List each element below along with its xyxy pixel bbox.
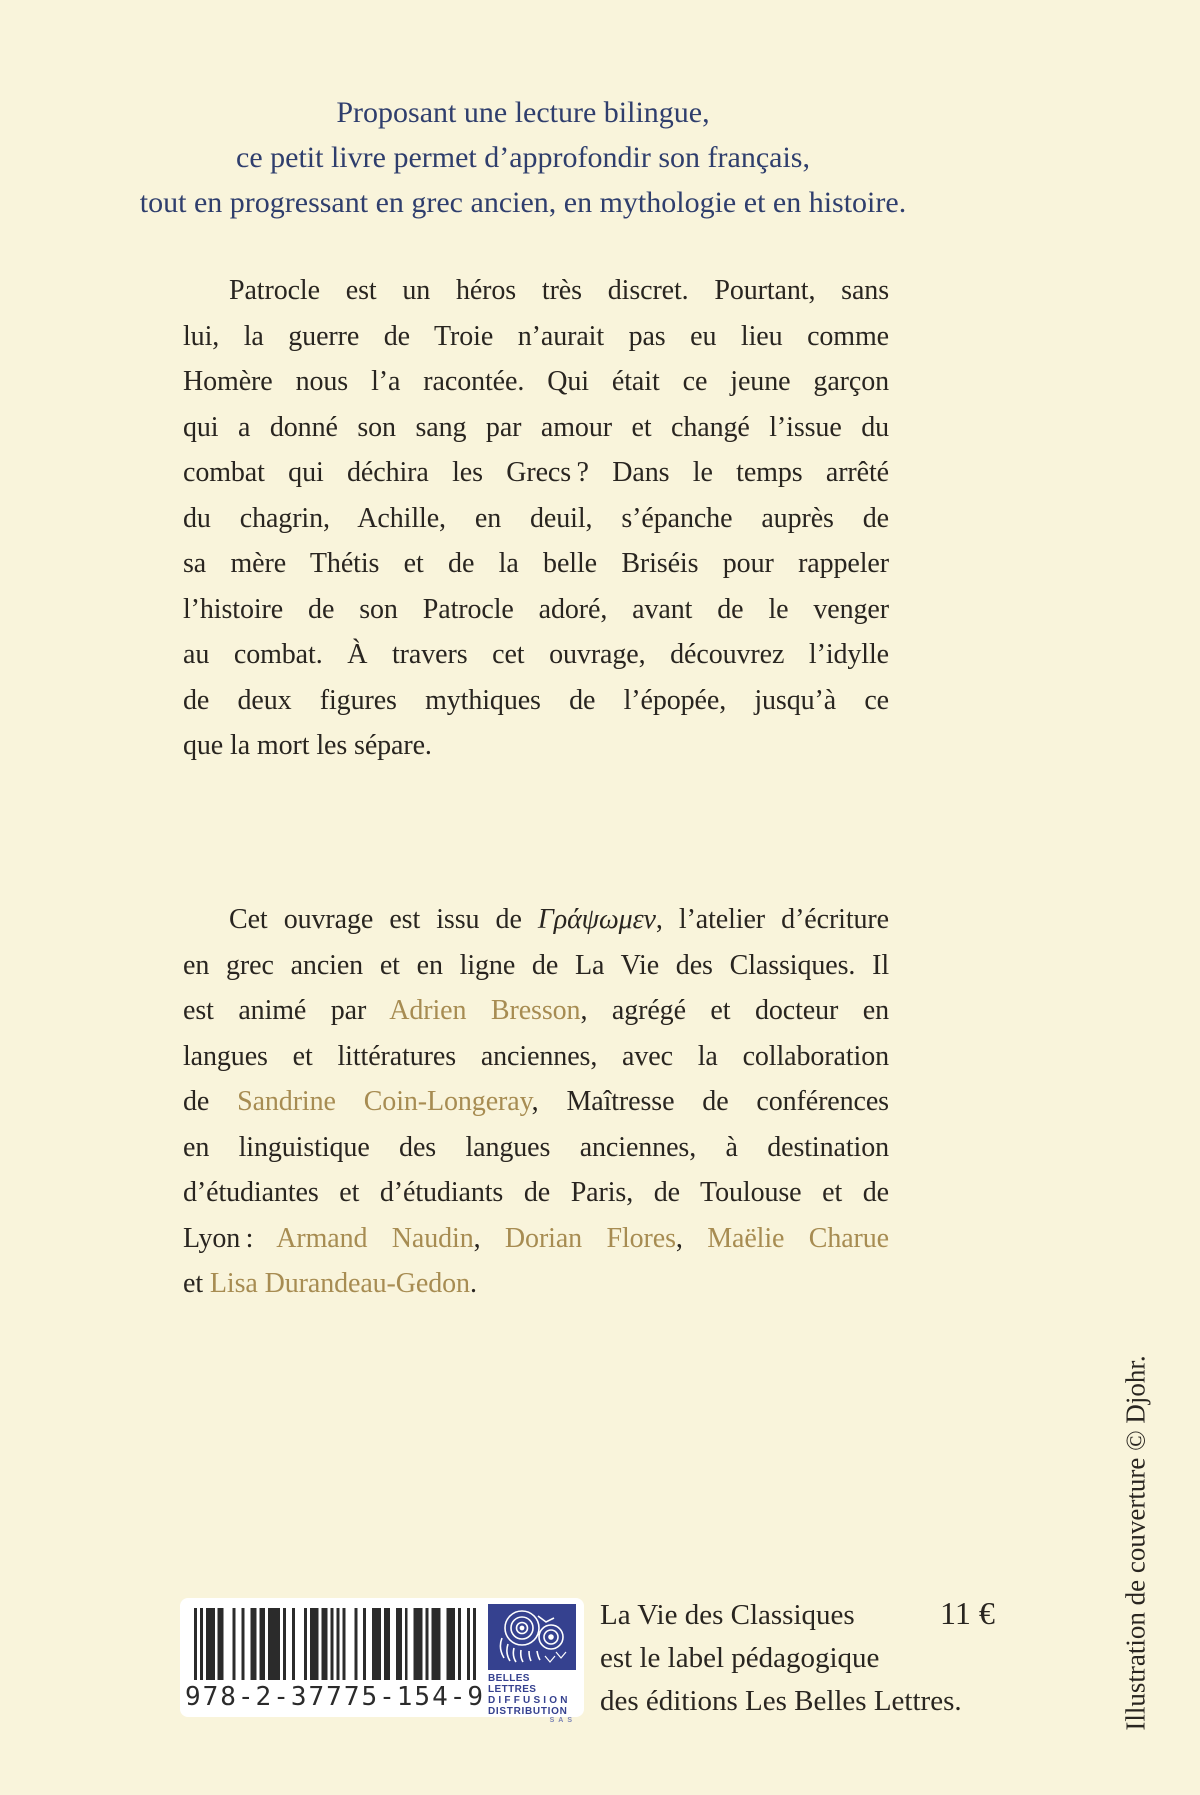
text-line: qui a donné son sang par amour et changé l’issue du [183,411,889,443]
ean13-barcode [194,1608,476,1680]
text-line: La Vie des Classiques [600,1599,855,1631]
text-line: et Lisa Durandeau-Gedon. [183,1268,477,1299]
logo-text-belles-lettres: BELLES LETTRES [488,1673,537,1695]
text-line: Lyon : Armand Naudin, Dorian Flores, Maëlie Charue [183,1222,890,1254]
text-line: l’histoire de son Patrocle adoré, avant de le venger [183,593,889,625]
belles-lettres-logo [488,1604,576,1724]
text-line: langues et littératures anciennes, avec la collaboration [183,1040,889,1072]
logo-text-diffusion: DIFFUSION [488,1695,571,1706]
text-line: sa mère Thétis et de la belle Briséis pour rappeler [183,548,889,579]
text-line: des éditions Les Belles Lettres. [600,1685,962,1717]
text-line: est le label pédagogique [600,1642,880,1674]
text-line: Homère nous l’a racontée. Qui était ce jeune garçon [183,366,889,397]
owl-icon [488,1604,576,1670]
intro-blurb [40,90,1006,225]
text-line: en grec ancien et en ligne de La Vie des Classiques. Il [183,949,889,981]
text-line: Cet ouvrage est issu de Γράψωμεν, l’atelier d’écriture [229,904,889,935]
text-line: que la mort les sépare. [183,730,432,761]
text-line: est animé par Adrien Bresson, agrégé et docteur en [183,995,889,1026]
publisher-label-text [600,1594,962,1723]
text-line: combat qui déchira les Grecs ? Dans le temps arrêté [183,457,889,488]
text-line: Patrocle est un héros très discret. Pourtant, sans [229,275,889,306]
text-line: ce petit livre permet d’approfondir son français, [236,141,810,174]
text-line: d’étudiantes et d’étudiants de Paris, de Toulouse et de [183,1177,889,1208]
text-line: au combat. À travers cet ouvrage, découvrez l’idylle [183,639,889,670]
text-line: de deux figures mythiques de l’épopée, jusqu’à ce [183,684,889,716]
credits-paragraph [183,897,889,1307]
text-line: en linguistique des langues anciennes, à destination [183,1131,889,1163]
illustration-credit: Illustration de couverture © Djohr. [1120,1355,1151,1731]
text-line: du chagrin, Achille, en deuil, s’épanche auprès de [183,502,889,534]
price: 11 € [940,1595,995,1631]
text-line: de Sandrine Coin-Longeray, Maîtresse de conférences [183,1086,889,1117]
text-line: lui, la guerre de Troie n’aurait pas eu lieu comme [183,320,889,352]
text-line: Proposant une lecture bilingue, [336,96,710,129]
synopsis-paragraph [183,268,889,769]
text-line: tout en progressant en grec ancien, en mythologie et en histoire. [139,186,907,219]
isbn-number: 978-2-37775-154-9 [184,1682,486,1712]
barcode-panel [180,1598,584,1724]
logo-text-sas: SAS [549,1717,576,1724]
logo-text-distribution: DISTRIBUTION [488,1706,568,1717]
